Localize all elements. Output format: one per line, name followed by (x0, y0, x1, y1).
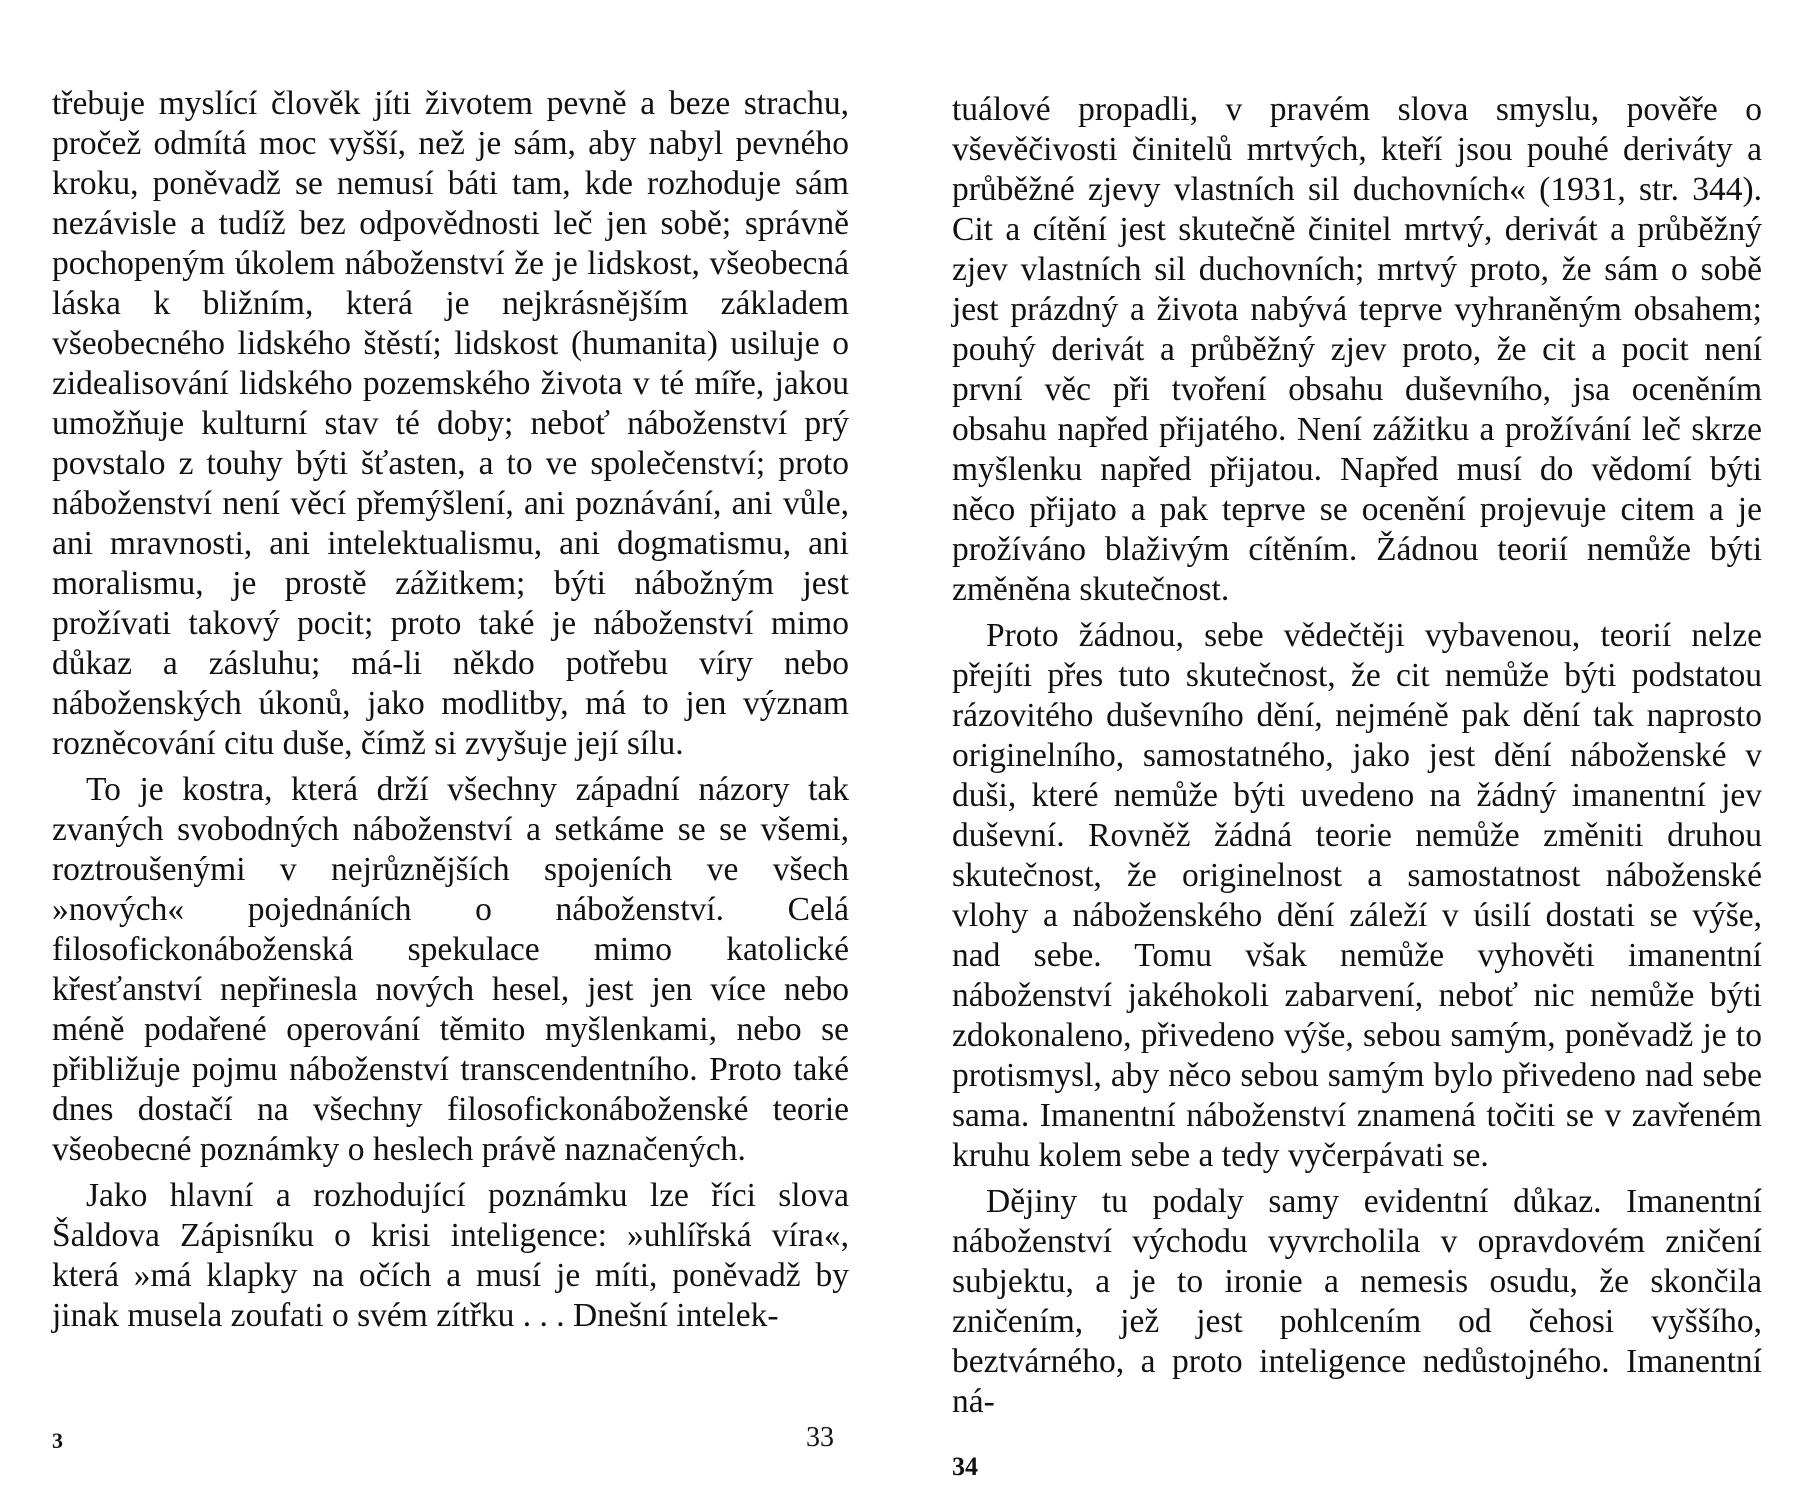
left-paragraph-1: třebuje myslící člověk jíti životem pevně a beze strachu, pročež odmítá moc vyšší, než je sám, aby nabyl pevného kroku, poněvadž se nemusí báti tam, kde rozhoduje sám nezávisle a tudíž bez odpovědnosti leč jen sobě; správně pochopeným úkolem náboženství že je lidskost, všeobecná láska k bližním, která je nejkrásnějším základem všeobecného lidského štěstí; lidskost (humanita) usiluje o zidealisování lidského pozemského života v té míře, jakou umožňuje kulturní stav té doby; neboť náboženství prý povstalo z touhy býti šťasten, a to ve společenství; proto náboženství není věcí přemýšlení, ani poznávání, ani vůle, ani mravnosti, ani intelektualismu, ani dogmatismu, ani moralismu, je prostě zážitkem; býti nábožným jest prožívati takový pocit; proto také je náboženství mimo důkaz a zásluhu; má-li někdo potřebu víry nebo náboženských úkonů, jako modlitby, má to jen význam rozněcování citu duše, čímž si zvyšuje její sílu. (52, 85, 849, 762)
left-paragraph-2: To je kostra, která drží všechny západní názory tak zvaných svobodných náboženství a setkáme se se všemi, roztroušenými v nejrůznějších spojeních ve všech »nových« pojednáních o náboženství. Celá filosofickonáboženská spekulace mimo katolické křesťanství nepřinesla nových hesel, jest jen více nebo méně podařené operování těmito myšlenkami, nebo se přibližuje pojmu náboženství transcendentního. Proto také dnes dostačí na všechny filosofickonáboženské teorie všeobecné poznámky o heslech právě naznačených. (52, 771, 849, 1168)
left-page-text (52, 84, 849, 1342)
signature-mark: 3 (52, 1428, 63, 1453)
left-paragraph-3: Jako hlavní a rozhodující poznámku lze říci slova Šaldova Zápisníku o krisi inteligence: »uhlířská víra«, která »má klapky na očích a musí je míti, poněvadž by jinak musela zoufati o svém zítřku . . . Dnešní intelek- (52, 1177, 849, 1334)
right-page (898, 0, 1796, 1500)
right-paragraph-2: Proto žádnou, sebe vědečtěji vybavenou, teorií nelze přejíti přes tuto skutečnost, že cit nemůže býti podstatou rázovitého duševního dění, nejméně pak dění tak naprosto originelního, samostatného, jako jest dění náboženské v duši, které nemůže býti uvedeno na žádný imanentní jev duševní. Rovněž žádná teorie nemůže změniti druhou skutečnost, že originelnost a samostatnost náboženské vlohy a náboženského dění záleží v úsilí dostati se výše, nad sebe. Tomu však nemůže vyhověti imanentní náboženství jakéhokoli zabarvení, neboť nic nemůže býti zdokonaleno, přivedeno výše, sebou samým, poněvadž je to protismysl, aby něco sebou samým bylo přivedeno nad sebe sama. Imanentní náboženství znamená točiti se v zavřeném kruhu kolem sebe a tedy vyčerpávati se. (952, 617, 1762, 1174)
left-page-number: 33 (806, 1422, 834, 1453)
right-page-number: 34 (952, 1452, 978, 1481)
right-paragraph-1: tuálové propadli, v pravém slova smyslu, pověře o vševěčivosti činitelů mrtvých, kteří jsou pouhé deriváty a průběžné zjevy vlastních sil duchovních« (1931, str. 344). Cit a cítění jest skutečně činitel mrtvý, derivát a průběžný zjev vlastních sil duchovních; mrtvý proto, že sám o sobě jest prázdný a života nabývá teprve vyhraněným obsahem; pouhý derivát a průběžný zjev proto, že cit a pocit není první věc při tvoření obsahu duševního, jsa oceněním obsahu napřed přijatého. Není zážitku a prožívání leč skrze myšlenku napřed přijatou. Napřed musí do vědomí býti něco přijato a pak teprve se ocenění projevuje citem a je prožíváno blaživým cítěním. Žádnou teorií nemůže býti změněna skutečnost. (952, 91, 1762, 608)
right-page-text (952, 90, 1762, 1428)
right-paragraph-3: Dějiny tu podaly samy evidentní důkaz. Imanentní náboženství východu vyvrcholila v opravdovém zničení subjektu, a je to ironie a nemesis osudu, že skončila zničením, jež jest pohlcením od čehosi vyššího, beztvárného, a proto inteligence nedůstojného. Imanentní ná- (952, 1183, 1762, 1420)
